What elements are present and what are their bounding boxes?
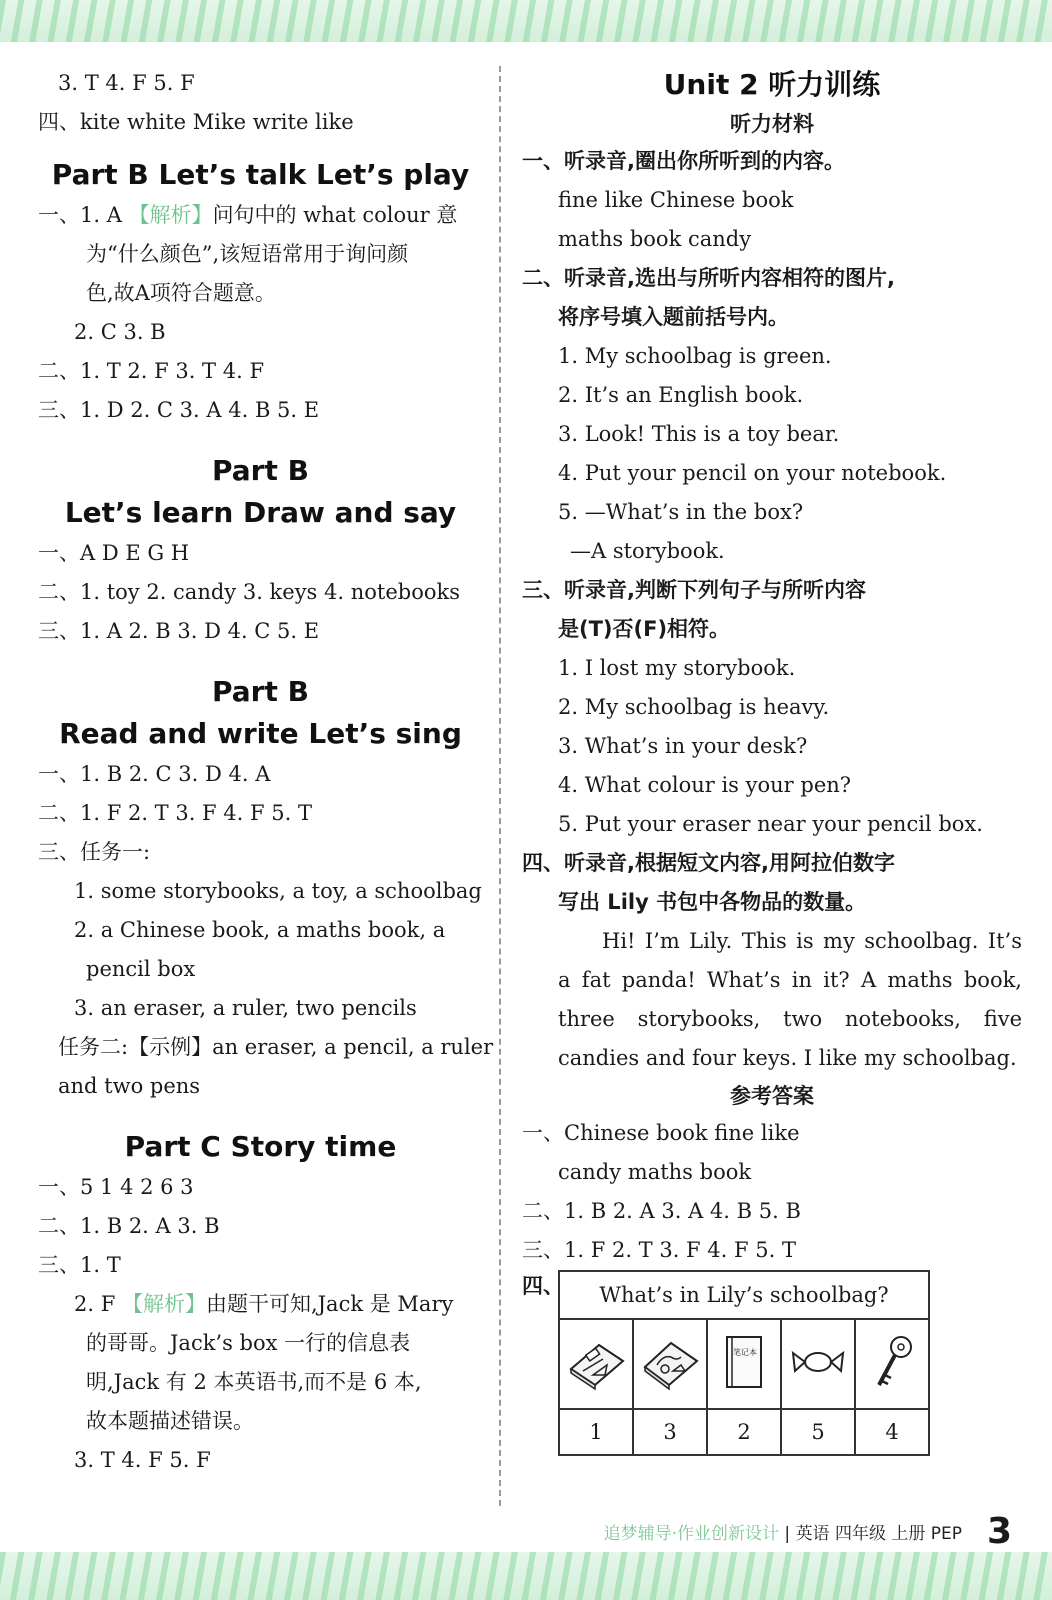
transcript-line: 1. My schoolbag is green. xyxy=(558,344,832,368)
table-cell xyxy=(781,1319,855,1409)
table-cell xyxy=(559,1319,633,1409)
table-cell xyxy=(707,1319,781,1409)
answer-line: 3. T 4. F 5. F xyxy=(58,71,195,95)
left-column xyxy=(38,64,494,1480)
answer-line: 三、1. T xyxy=(38,1253,121,1277)
item-count: 2 xyxy=(707,1409,781,1455)
question-heading: 四、听录音,根据短文内容,用阿拉伯数字 xyxy=(522,851,895,875)
answer-line: 三、1. F 2. T 3. F 4. F 5. T xyxy=(522,1238,796,1262)
column-divider xyxy=(499,66,501,1506)
answer-line: 任务二:【示例】an eraser, a pencil, a ruler xyxy=(58,1035,494,1059)
table-title: What’s in Lily’s schoolbag? xyxy=(559,1271,929,1319)
transcript-line: 3. What’s in your desk? xyxy=(558,734,808,758)
page-number: 3 xyxy=(986,1511,1012,1552)
answer-text: 一、1. A xyxy=(38,203,129,227)
notebook-icon xyxy=(713,1331,775,1393)
answer-line xyxy=(38,1285,483,1324)
answer-line: 二、1. F 2. T 3. F 4. F 5. T xyxy=(38,801,312,825)
analysis-text: 问句中的 what colour 意 xyxy=(212,203,458,227)
transcript-line: 2. My schoolbag is heavy. xyxy=(558,695,830,719)
item-count: 4 xyxy=(855,1409,929,1455)
top-decorative-band xyxy=(0,0,1052,42)
section-subheading: 听力材料 xyxy=(730,112,814,136)
schoolbag-table xyxy=(558,1270,930,1456)
bottom-decorative-band xyxy=(0,1552,1052,1600)
transcript-line: 4. Put your pencil on your notebook. xyxy=(558,461,947,485)
answer-line: 三、任务一: xyxy=(38,840,151,864)
analysis-text: 色,故A项符合题意。 xyxy=(86,281,276,305)
answer-table-block xyxy=(522,1270,1022,1456)
unit-title: Unit 2 听力训练 xyxy=(663,68,881,101)
answer-line: 二、1. B 2. A 3. A 4. B 5. B xyxy=(522,1199,801,1223)
answer-line: 1. some storybooks, a toy, a schoolbag xyxy=(74,879,482,903)
transcript-line: —A storybook. xyxy=(570,539,725,563)
transcript-line: maths book candy xyxy=(558,227,752,251)
analysis-text: 为“什么颜色”,该短语常用于询问颜 xyxy=(86,242,409,266)
section-heading: Part B xyxy=(212,675,309,708)
answer-line: candy maths book xyxy=(558,1160,752,1184)
section-subheading: Let’s learn Draw and say xyxy=(64,496,457,529)
analysis-text: 明,Jack 有 2 本英语书,而不是 6 本, xyxy=(86,1370,422,1394)
answer-line: 四、kite white Mike write like xyxy=(38,110,354,134)
answer-line: 2. a Chinese book, a maths book, a xyxy=(74,918,446,942)
answer-line: 三、1. D 2. C 3. A 4. B 5. E xyxy=(38,398,320,422)
answer-line: 二、1. toy 2. candy 3. keys 4. notebooks xyxy=(38,580,460,604)
transcript-line: 2. It’s an English book. xyxy=(558,383,804,407)
right-column xyxy=(522,64,1022,1456)
footer-brand: 追梦辅导·作业创新设计 xyxy=(603,1524,779,1544)
maths-book-icon xyxy=(565,1331,627,1393)
answer-line: 二、1. B 2. A 3. B xyxy=(38,1214,220,1238)
answer-line: and two pens xyxy=(58,1074,201,1098)
analysis-text: 故本题描述错误。 xyxy=(86,1409,254,1433)
question-heading: 将序号填入题前括号内。 xyxy=(558,305,789,329)
question-heading: 是(T)否(F)相符。 xyxy=(558,617,731,641)
item-count: 3 xyxy=(633,1409,707,1455)
section-heading: Part C Story time xyxy=(124,1130,397,1163)
table-cell xyxy=(633,1319,707,1409)
answer-line: 3. T 4. F 5. F xyxy=(74,1448,211,1472)
transcript-line: 4. What colour is your pen? xyxy=(558,773,852,797)
question-heading: 一、听录音,圈出你所听到的内容。 xyxy=(522,149,845,173)
candy-icon xyxy=(787,1331,849,1393)
listening-passage: Hi! I’m Lily. This is my schoolbag. It’s a fat panda! What’s in it? A maths book, three storybooks, two notebooks, five candies and four keys. I like my schoolbag. xyxy=(558,929,1022,1070)
answer-line: 一、Chinese book fine like xyxy=(522,1121,800,1145)
section-subheading: Read and write Let’s sing xyxy=(59,717,462,750)
transcript-line: 5. Put your eraser near your pencil box. xyxy=(558,812,983,836)
answer-line: 2. C 3. B xyxy=(74,320,166,344)
footer-book-info: | 英语 四年级 上册 PEP xyxy=(784,1524,962,1544)
section-heading: Part B Let’s talk Let’s play xyxy=(51,158,470,191)
answer-line: 三、1. A 2. B 3. D 4. C 5. E xyxy=(38,619,320,643)
table-cell xyxy=(855,1319,929,1409)
key-icon xyxy=(861,1331,923,1393)
analysis-text: 由题干可知,Jack 是 Mary xyxy=(205,1292,454,1316)
analysis-tag: 【解析】 xyxy=(128,203,213,227)
section-heading: Part B xyxy=(212,454,309,487)
transcript-line: 3. Look! This is a toy bear. xyxy=(558,422,840,446)
analysis-tag: 【解析】 xyxy=(121,1292,206,1316)
answer-line: 3. an eraser, a ruler, two pencils xyxy=(74,996,417,1020)
storybook-icon xyxy=(639,1331,701,1393)
answer-line xyxy=(38,196,483,235)
question-heading: 三、听录音,判断下列句子与所听内容 xyxy=(522,578,866,602)
question-heading: 二、听录音,选出与所听内容相符的图片, xyxy=(522,266,895,290)
transcript-line: 5. —What’s in the box? xyxy=(558,500,804,524)
section-subheading: 参考答案 xyxy=(730,1084,814,1108)
item-count: 1 xyxy=(559,1409,633,1455)
answer-number: 四、 xyxy=(522,1273,564,1298)
analysis-text: 的哥哥。Jack’s box 一行的信息表 xyxy=(86,1331,411,1355)
answer-text: 2. F xyxy=(74,1292,122,1316)
transcript-line: fine like Chinese book xyxy=(558,188,794,212)
footer-info xyxy=(604,1519,962,1544)
transcript-line: 1. I lost my storybook. xyxy=(558,656,796,680)
answer-line: pencil box xyxy=(86,957,196,981)
answer-line: 一、A D E G H xyxy=(38,541,190,565)
answer-line: 一、1. B 2. C 3. D 4. A xyxy=(38,762,271,786)
notebook-cover-label: 笔记本 xyxy=(733,1347,757,1357)
answer-line: 一、5 1 4 2 6 3 xyxy=(38,1175,194,1199)
answer-line: 二、1. T 2. F 3. T 4. F xyxy=(38,359,265,383)
question-heading: 写出 Lily 书包中各物品的数量。 xyxy=(558,890,867,914)
item-count: 5 xyxy=(781,1409,855,1455)
